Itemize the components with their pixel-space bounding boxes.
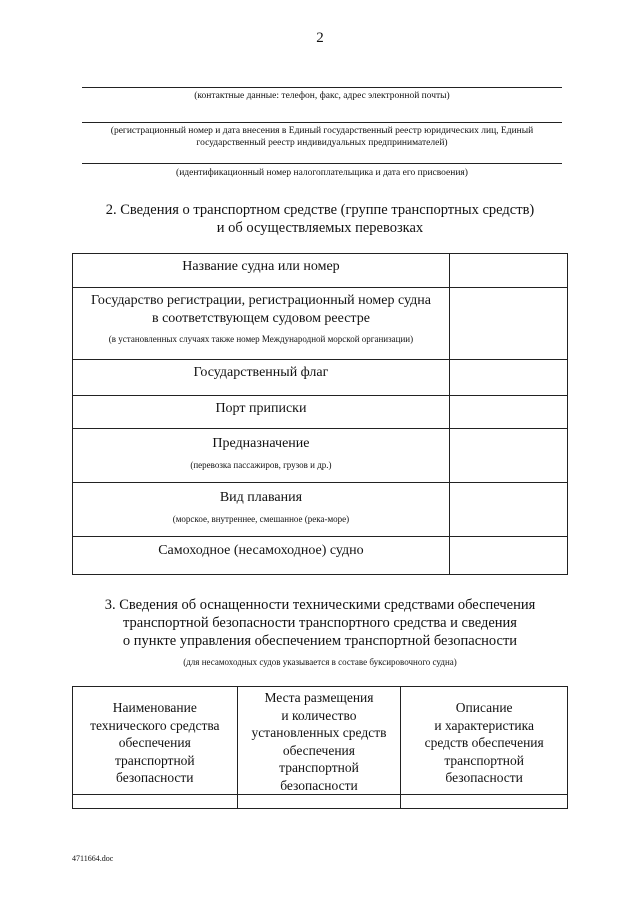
tax-id-caption: (идентификационный номер налогоплательщика и дата его присвоения) [176,168,468,178]
column-header-name [73,687,238,795]
header-line: транспортной [114,752,195,768]
navigation-type-value[interactable] [449,483,567,537]
header-line: установленных средств [251,725,387,740]
registration-caption-line-1: (регистрационный номер и дата внесения в Единый государственный реестр юридических лиц, Единый [110,126,534,136]
table-row [73,360,568,396]
row-label: Предназначение [212,436,310,451]
equipment-description-cell[interactable] [401,795,568,809]
equipment-placement-cell[interactable] [237,795,401,809]
security-equipment-table [72,686,568,809]
contact-caption: (контактные данные: телефон, факс, адрес электронной почты) [194,91,450,101]
registration-caption [70,125,574,149]
section-3-title-line-2: транспортной безопасности транспортного средства и сведения [123,615,517,631]
registration-caption-line-2: государственный реестр индивидуальных предпринимателей) [196,138,448,148]
table-row [73,537,568,575]
table-row [73,396,568,429]
row-label: Государственный флаг [193,365,329,380]
vessel-info-table [72,253,568,575]
header-line: Описание [455,700,513,715]
header-line: безопасности [116,770,194,785]
header-line: безопасности [445,770,523,785]
self-propelled-label [73,537,450,575]
table-row [73,288,568,360]
row-sub-label: (в установленных случаях также номер Международной морской организации) [108,334,414,344]
section-2-title-line-2: и об осуществляемых перевозках [216,220,424,236]
table-row [73,254,568,288]
state-flag-value[interactable] [449,360,567,396]
row-label: Название судна или номер [182,259,340,274]
self-propelled-value[interactable] [449,537,567,575]
header-line: безопасности [280,777,358,793]
row-label-line-1: Государство регистрации, регистрационный номер судна [90,293,431,308]
header-line: транспортной [444,752,524,768]
row-label: Порт приписки [215,401,307,416]
section-2-title-line-1: 2. Сведения о транспортном средстве (группе транспортных средств) [105,202,535,218]
footer-filename: 4711664.doc [72,854,114,863]
table-row [73,483,568,537]
header-line: обеспечения [118,735,191,750]
section-2-title [60,201,580,237]
state-flag-label [73,360,450,396]
page-number: 2 [316,30,324,46]
purpose-value[interactable] [449,429,567,483]
row-sub-label: (перевозка пассажиров, грузов и др.) [190,460,332,470]
registration-line [82,122,562,123]
vessel-name-value[interactable] [449,254,567,288]
section-3-note: (для несамоходных судов указывается в составе буксировочного судна) [183,657,457,667]
header-line: Места размещения [264,690,374,705]
header-line: и количество [281,707,357,723]
section-3-title [60,596,580,650]
header-line: обеспечения [282,742,355,758]
header-line: Наименование [112,700,197,715]
registration-state-label [73,288,450,360]
header-line: и характеристика [434,717,534,733]
column-header-description [401,687,568,795]
home-port-value[interactable] [449,396,567,429]
table-row [73,429,568,483]
section-3-title-line-1: 3. Сведения об оснащенности техническими средствами обеспечения [104,597,536,613]
column-header-placement [237,687,401,795]
vessel-name-label [73,254,450,288]
row-label: Вид плавания [219,490,303,505]
registration-state-value[interactable] [449,288,567,360]
tax-id-line [82,163,562,164]
header-line: технического средства [90,717,220,733]
table-row [73,795,568,809]
equipment-name-cell[interactable] [73,795,238,809]
navigation-type-label [73,483,450,537]
header-line: транспортной [279,760,359,775]
table-header-row [73,687,568,795]
row-label-line-2: в соответствующем судовом реестре [151,311,370,326]
header-line: средств обеспечения [424,735,544,750]
row-sub-label: (морское, внутреннее, смешанное (река-море) [172,514,350,524]
section-3-title-line-3: о пункте управления обеспечением транспортной безопасности [122,633,518,649]
row-label: Самоходное (несамоходное) судно [158,543,364,558]
purpose-label [73,429,450,483]
contact-line [82,87,562,88]
home-port-label [73,396,450,429]
